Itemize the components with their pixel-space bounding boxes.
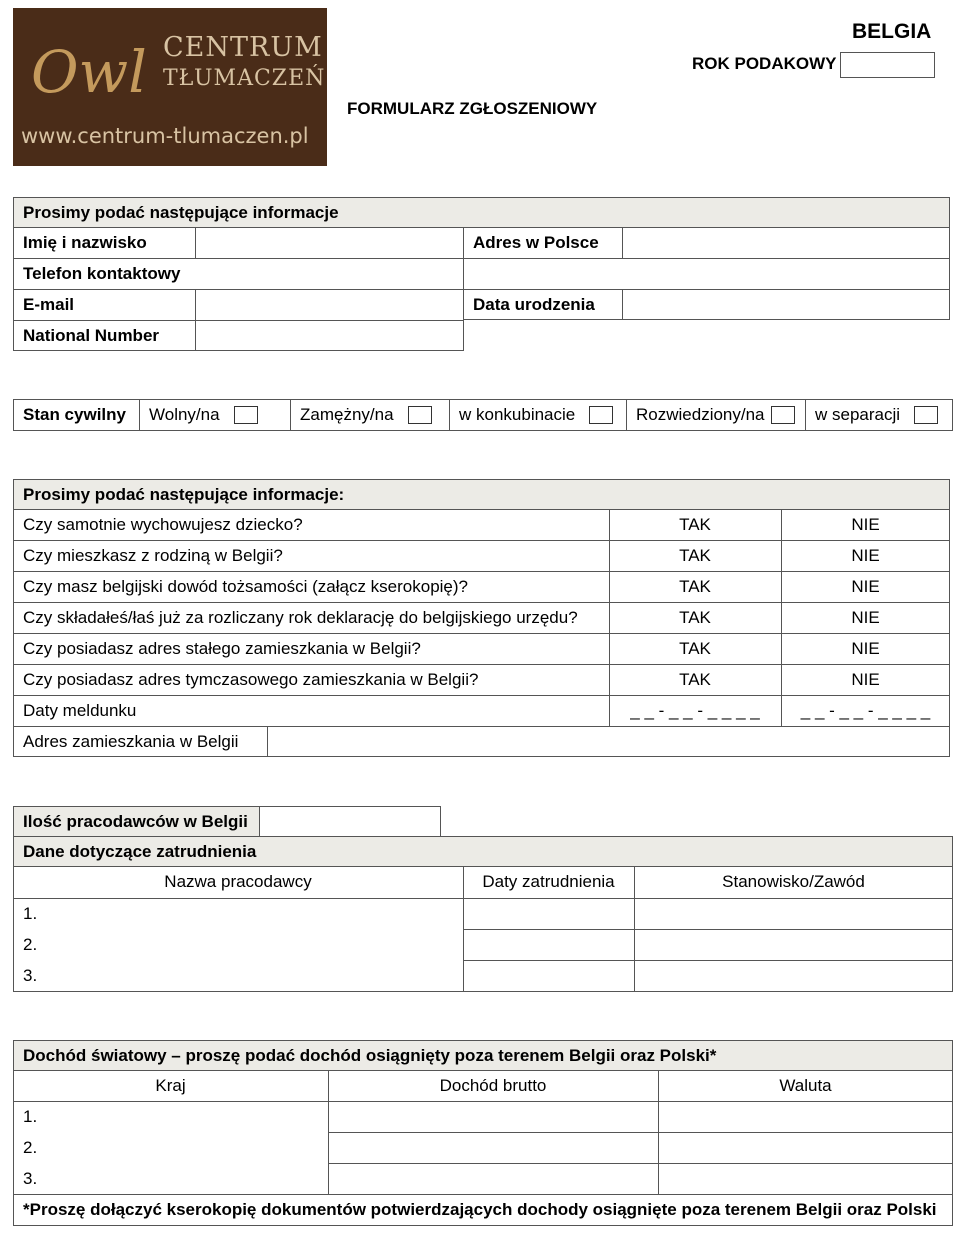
address-pl-field-line2[interactable] (464, 259, 949, 289)
form-title: FORMULARZ ZGŁOSZENIOWY (347, 99, 598, 118)
position-field[interactable] (635, 899, 952, 991)
answer-yes[interactable]: TAK (679, 514, 711, 534)
question-text: Czy składałeś/łaś już za rozliczany rok deklarację do belgijskiego urzędu? (23, 607, 578, 627)
employment-row-number: 2. (23, 934, 38, 954)
address-be-label: Adres zamieszkania w Belgii (23, 731, 239, 751)
answer-yes[interactable]: TAK (679, 545, 711, 565)
owl-emblem-icon: Owl (31, 38, 147, 106)
question-text: Czy masz belgijski dowód tożsamości (załącz kserokopię)? (23, 576, 468, 596)
email-label: E-mail (23, 294, 75, 314)
employment-dates-field[interactable] (464, 899, 633, 991)
birth-date-field[interactable] (623, 290, 949, 320)
income-heading: Dochód światowy – proszę podać dochód osiągnięty poza terenem Belgii oraz Polski* (23, 1045, 717, 1065)
marital-option-divorced[interactable] (626, 399, 795, 431)
income-col-country: Kraj (155, 1075, 186, 1095)
logo-url: www.centrum-tlumaczen.pl (21, 124, 309, 148)
checkbox[interactable] (234, 406, 258, 424)
marital-option-label: w separacji (815, 405, 901, 424)
tax-year-field[interactable] (840, 52, 935, 78)
checkbox[interactable] (771, 406, 795, 424)
personal-info-heading: Prosimy podać następujące informacje (23, 202, 339, 222)
checkbox[interactable] (408, 406, 432, 424)
national-number-label: National Number (23, 325, 160, 345)
address-pl-field[interactable] (623, 228, 949, 258)
email-field[interactable] (196, 290, 463, 320)
question-text: Czy posiadasz adres stałego zamieszkania w Belgii? (23, 638, 421, 658)
employment-row-number: 1. (23, 903, 38, 923)
logo-line-2: TŁUMACZEŃ (163, 66, 326, 91)
income-footnote: *Proszę dołączyć kserokopię dokumentów potwierdzających dochody osiągnięte poza terenem Belgii oraz Polski (23, 1200, 937, 1219)
income-row-number: 3. (23, 1168, 38, 1188)
name-field[interactable] (196, 228, 463, 258)
question-text: Czy samotnie wychowujesz dziecko? (23, 514, 303, 534)
employment-col-position: Stanowisko/Zawód (722, 872, 865, 891)
country-title: BELGIA (852, 20, 932, 43)
answer-yes[interactable]: TAK (679, 607, 711, 627)
income-gross-field[interactable] (329, 1102, 657, 1193)
employment-row-number: 3. (23, 965, 38, 985)
income-col-currency: Waluta (779, 1075, 832, 1095)
employers-count-label: Ilość pracodawców w Belgii (23, 811, 248, 831)
logo-line-1: CENTRUM (163, 32, 323, 63)
question-text: Czy mieszkasz z rodziną w Belgii? (23, 545, 283, 565)
answer-yes[interactable]: TAK (679, 576, 711, 596)
employer-name-field[interactable] (40, 899, 462, 991)
answer-yes[interactable]: TAK (679, 638, 711, 658)
marital-option-label: Zamężny/na (300, 405, 394, 424)
employers-count-field[interactable] (261, 807, 440, 837)
answer-no[interactable]: NIE (851, 607, 880, 627)
answer-no[interactable]: NIE (851, 545, 880, 565)
income-row-number: 2. (23, 1137, 38, 1157)
marital-status-label: Stan cywilny (23, 405, 126, 424)
marital-option-label: Rozwiedziony/na (636, 405, 765, 424)
answer-no[interactable]: NIE (851, 514, 880, 534)
question-text: Czy posiadasz adres tymczasowego zamieszkania w Belgii? (23, 669, 479, 689)
answer-yes[interactable]: TAK (679, 669, 711, 689)
marital-option-label: Wolny/na (149, 405, 220, 424)
income-row-number: 1. (23, 1106, 38, 1126)
income-country-field[interactable] (40, 1102, 327, 1193)
birth-date-label: Data urodzenia (473, 294, 595, 314)
marital-option-free[interactable] (139, 399, 258, 431)
answer-no[interactable]: NIE (851, 669, 880, 689)
questions-heading: Prosimy podać następujące informacje: (23, 484, 345, 504)
checkbox[interactable] (589, 406, 613, 424)
address-pl-label: Adres w Polsce (473, 232, 599, 252)
employment-col-employer: Nazwa pracodawcy (164, 872, 312, 891)
name-label: Imię i nazwisko (23, 232, 147, 252)
employment-col-dates: Daty zatrudnienia (482, 872, 615, 891)
marital-option-separated[interactable] (805, 399, 938, 431)
registration-dates-label: Daty meldunku (23, 700, 137, 720)
checkbox[interactable] (914, 406, 938, 424)
income-col-gross: Dochód brutto (439, 1075, 547, 1095)
income-currency-field[interactable] (659, 1102, 952, 1193)
registration-date-to[interactable]: _ _ - _ _ - _ _ _ _ (800, 700, 931, 720)
address-be-field[interactable] (268, 727, 949, 757)
marital-option-cohabitation[interactable] (449, 399, 613, 431)
phone-label: Telefon kontaktowy (23, 263, 181, 283)
company-logo (13, 8, 327, 166)
registration-date-from[interactable]: _ _ - _ _ - _ _ _ _ (630, 700, 760, 720)
employment-heading: Dane dotyczące zatrudnienia (23, 841, 257, 861)
marital-option-label: w konkubinacie (459, 405, 576, 424)
marital-option-married[interactable] (290, 399, 432, 431)
tax-year-label: ROK PODAKOWY (692, 54, 837, 73)
national-number-field[interactable] (196, 321, 463, 351)
answer-no[interactable]: NIE (851, 576, 880, 596)
answer-no[interactable]: NIE (851, 638, 880, 658)
phone-field[interactable] (196, 259, 463, 289)
